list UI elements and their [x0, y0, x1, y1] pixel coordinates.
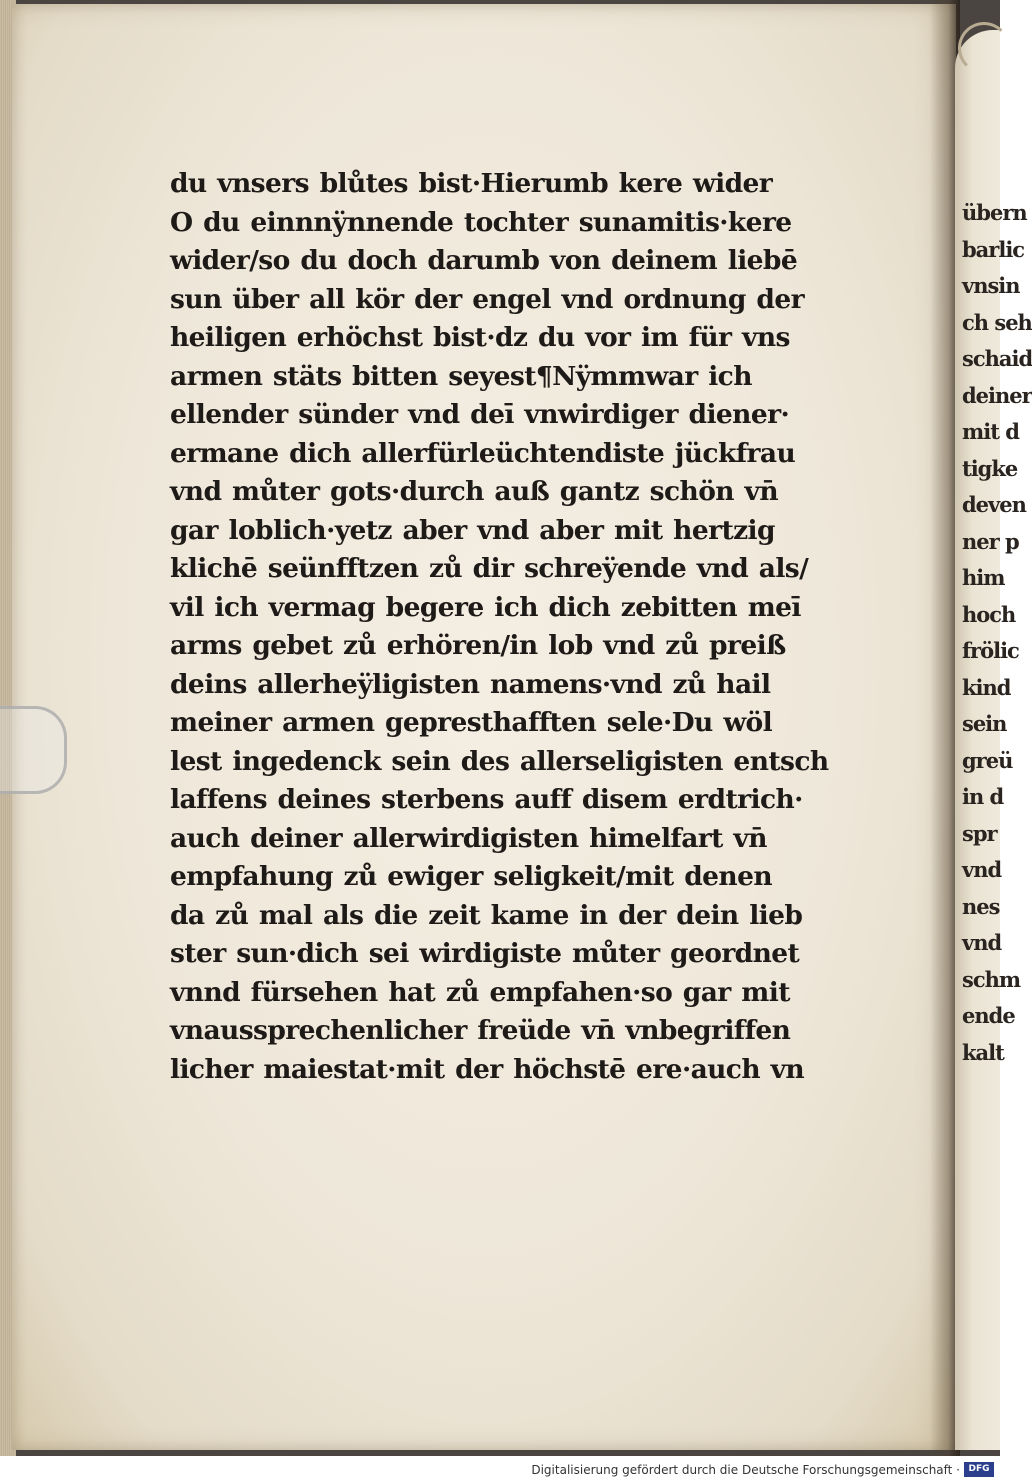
text-line: auch deiner allerwirdigisten himelfart vn̄ — [170, 822, 767, 854]
text-line: da zů mal als die zeit kame in der dein lieb — [170, 899, 803, 931]
text-line: wider/so du doch darumb von deinem liebē — [170, 245, 798, 276]
text-line: ster sun·dich sei wirdigiste můter geordnet — [170, 938, 800, 969]
facing-text-line: frölic — [962, 638, 1019, 663]
facing-text-line: kalt — [962, 1039, 1004, 1065]
facing-text-line: vnd — [962, 857, 1002, 882]
dfg-logo: DFG — [964, 1462, 994, 1477]
facing-text-line: barlic — [962, 236, 1025, 262]
facing-text-line: ch seh — [962, 309, 1032, 335]
facing-text-line: tigke — [962, 455, 1018, 481]
text-line: lest ingedenck sein des allerseligisten entsch — [170, 745, 829, 777]
text-line: ermane dich allerfürleüchtendiste jückfrau — [170, 437, 796, 469]
text-line: vil ich vermag begere ich dich zebitten meī — [170, 591, 801, 623]
facing-text-line: ende — [962, 1003, 1015, 1028]
text-line: meiner armen gepresthafften sele·Du wöl — [170, 707, 773, 738]
facing-text-line: nes — [962, 893, 1000, 919]
text-line: vnd můter gots·durch auß gantz schön vn̄ — [170, 476, 779, 507]
facing-text-line: spr — [962, 820, 997, 846]
facing-text-line: schaid — [962, 346, 1032, 371]
text-line: arms gebet zů erhören/in lob vnd zů preiß — [170, 630, 786, 661]
facing-text-line: deven — [962, 492, 1026, 517]
facing-page-curl — [958, 22, 1010, 74]
text-line: O du einnnÿnnende tochter sunamitis·kere — [170, 206, 792, 238]
text-line: gar loblich·yetz aber vnd aber mit hertzig — [170, 514, 775, 546]
facing-text-line: greü — [962, 747, 1013, 773]
facing-text-line: vnd — [962, 930, 1002, 955]
text-line: sun über all kör der engel vnd ordnung der — [170, 283, 804, 315]
text-line: empfahung zů ewiger seligkeit/mit denen — [170, 861, 773, 892]
text-line: ellender sünder vnd deī vnwirdiger diener· — [170, 399, 790, 430]
facing-page-text — [962, 195, 1032, 1071]
digitization-footer — [0, 1456, 1000, 1484]
text-line: licher maiestat·mit der höchstē ere·auch vn — [170, 1053, 805, 1085]
facing-text-line: sein — [962, 711, 1007, 736]
text-line: vnaussprechenlicher freüde vn̄ vnbegriffen — [170, 1015, 791, 1046]
text-line: heiligen erhöchst bist·dz du vor im für vns — [170, 322, 790, 353]
text-line: armen stäts bitten seyest¶Nÿmmwar ich — [170, 360, 752, 392]
facing-text-line: ner p — [962, 528, 1019, 554]
text-line: deins allerheÿligisten namens·vnd zů hail — [170, 668, 771, 700]
bookmark-clip — [0, 706, 67, 794]
facing-text-line: übern — [962, 200, 1027, 225]
facing-text-line: deiner — [962, 382, 1032, 408]
funding-credit: Digitalisierung gefördert durch die Deutsche Forschungsgemeinschaft · — [531, 1463, 960, 1477]
facing-text-line: in d — [962, 784, 1004, 809]
text-line: du vnsers blůtes bist·Hierumb kere wider — [170, 168, 773, 199]
text-line: klichē seünfftzen zů dir schreÿende vnd als/ — [170, 553, 809, 584]
main-text-block — [170, 165, 860, 1089]
facing-text-line: schm — [962, 966, 1021, 992]
facing-text-line: kind — [962, 674, 1011, 700]
facing-text-line: mit d — [962, 419, 1019, 444]
facing-text-line: hoch — [962, 601, 1016, 627]
text-line: laffens deines sterbens auff disem erdtrich· — [170, 784, 803, 815]
facing-text-line: him — [962, 565, 1005, 590]
facing-text-line: vnsin — [962, 273, 1020, 298]
text-line: vnnd fürsehen hat zů empfahen·so gar mit — [170, 976, 790, 1008]
